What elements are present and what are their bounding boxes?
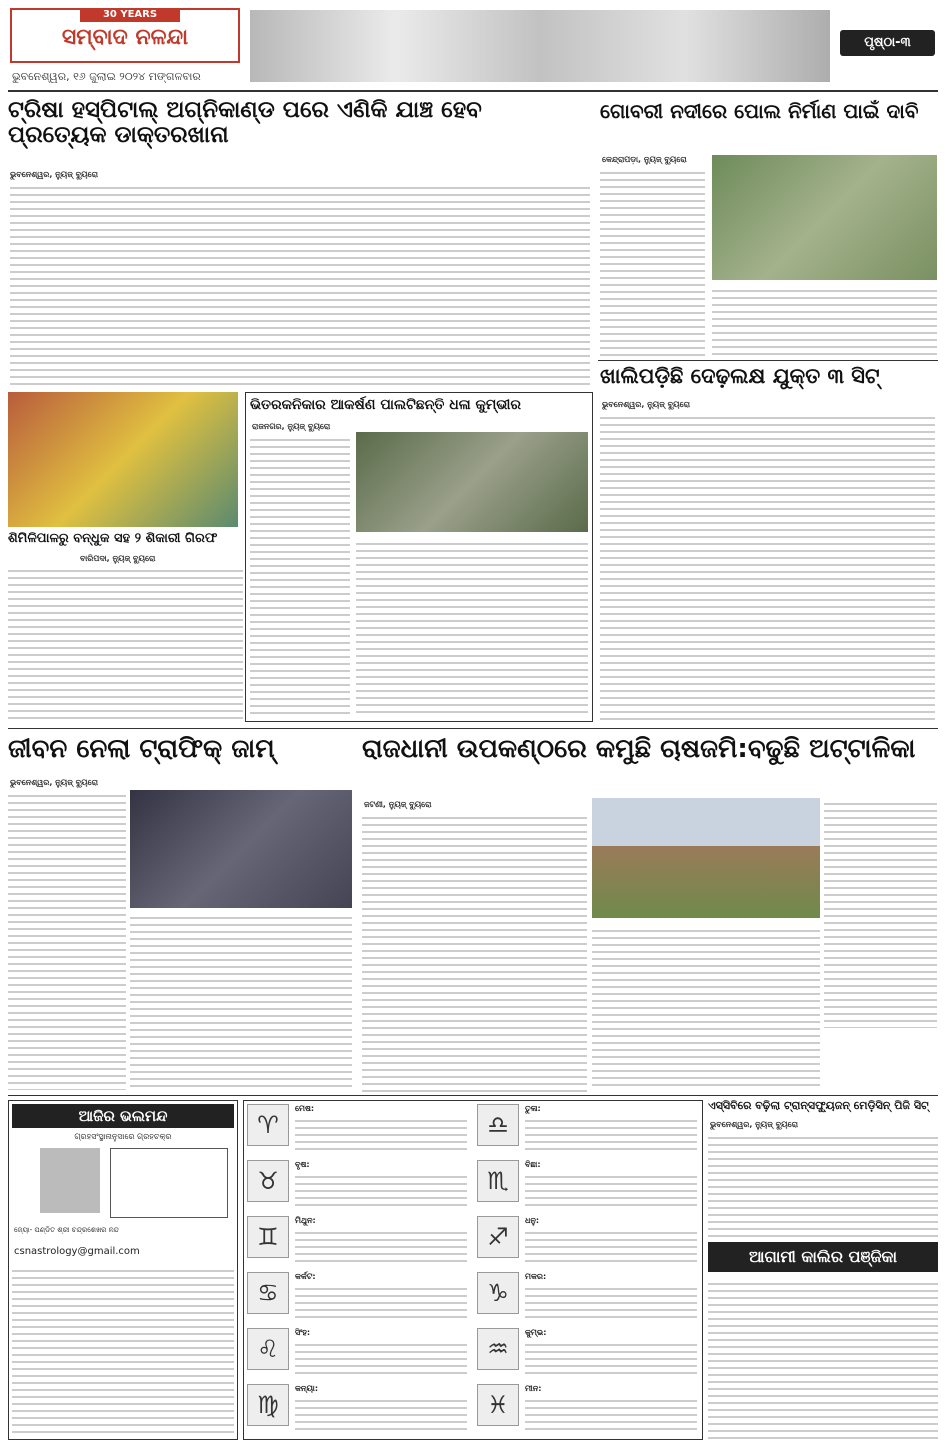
main-byline: ଭୁବନେଶ୍ୱର, ନ୍ୟୁଜ୍ ବ୍ୟୁରୋ <box>10 170 99 179</box>
zodiac-sign-icon: ♌ <box>247 1328 289 1370</box>
horoscope-title: ଆଜିର ଭଲମନ୍ଦ <box>12 1104 234 1128</box>
zodiac-sign-label: ମିଥୁନ: <box>295 1216 316 1225</box>
poacher-photo <box>8 392 238 527</box>
traffic-body-2 <box>130 912 352 1090</box>
zodiac-sign-icon: ♐ <box>477 1216 519 1258</box>
dateline: ଭୁବନେଶ୍ୱର, ୧୬ ଜୁଲାଇ ୨୦୨୪ ମଙ୍ଗଳବାର <box>12 70 201 83</box>
astrologer-photo <box>40 1148 100 1213</box>
zodiac-sign-text <box>525 1395 697 1435</box>
scb-body <box>708 1132 938 1237</box>
zodiac-sign-text <box>295 1339 467 1379</box>
zodiac-sign-label: ତୁଳା: <box>525 1104 541 1113</box>
croc-body <box>250 434 350 719</box>
land-photo <box>592 798 820 918</box>
zodiac-sign-text <box>295 1395 467 1435</box>
zodiac-sign-label: କନ୍ୟା: <box>295 1384 319 1393</box>
croc-byline: ରାଜନଗର, ନ୍ୟୁଜ୍ ବ୍ୟୁରୋ <box>252 422 331 431</box>
zodiac-sign-label: ମୀନ: <box>525 1384 542 1393</box>
panji-today-body <box>12 1265 234 1435</box>
bridge-byline: କେନ୍ଦ୍ରାପଡ଼ା, ନ୍ୟୁଜ୍ ବ୍ୟୁରୋ <box>602 155 687 164</box>
zodiac-sign-label: ବୃଷ: <box>295 1160 310 1169</box>
zodiac-sign-text <box>525 1115 697 1155</box>
croc-headline: ଭିତରକନିକାର ଆକର୍ଷଣ ପାଲଟିଛନ୍ତି ଧଳା କୁମ୍ଭୀର <box>250 397 521 413</box>
zodiac-sign-text <box>525 1171 697 1211</box>
zodiac-sign-text <box>525 1227 697 1267</box>
divider <box>8 90 938 92</box>
traffic-headline: ଜୀବନ ନେଲା ଟ୍ରାଫିକ୍ ଜାମ୍ <box>8 734 275 764</box>
years-badge: 30 YEARS <box>80 8 180 22</box>
main-headline: ଟ୍ରିଷା ହସ୍ପିଟାଲ୍ ଅଗ୍ନିକାଣ୍ଡ ପରେ ଏଣିକି ଯାଞ୍ଚ ହେବ ପ୍ରତ୍ୟେକ ଡାକ୍ତରଖାନା <box>8 97 482 149</box>
traffic-byline: ଭୁବନେଶ୍ୱର, ନ୍ୟୁଜ୍ ବ୍ୟୁରୋ <box>10 778 99 787</box>
zodiac-sign-label: ବିଛା: <box>525 1160 541 1169</box>
astrologer-email: csnastrology@gmail.com <box>14 1246 140 1257</box>
zodiac-sign-text <box>295 1283 467 1323</box>
horoscope-chart <box>110 1148 228 1218</box>
land-body-2 <box>592 925 820 1090</box>
zodiac-sign-text <box>295 1227 467 1267</box>
scb-headline: ଏସ୍‌ସିବିରେ ବଢ଼ିଲା ଟ୍ରାନ୍ସଫ୍ୟୁଜନ୍ ମେଡ଼ିସିନ୍ ପିଜି ସିଟ୍ <box>708 1099 929 1112</box>
seats-body <box>600 412 935 720</box>
astrologer-name: ଜ୍ୟୋ- ପଣ୍ଡିତ ଶ୍ରୀ ଚନ୍ଦ୍ରଶେଖର ନନ୍ଦ <box>14 1226 119 1234</box>
page-number: ପୃଷ୍ଠା-୩ <box>840 30 935 56</box>
zodiac-sign-icon: ♏ <box>477 1160 519 1202</box>
zodiac-sign-icon: ♉ <box>247 1160 289 1202</box>
land-byline: ଜଟଣୀ, ନ୍ୟୁଜ୍ ବ୍ୟୁରୋ <box>364 800 432 809</box>
croc-photo <box>356 432 588 532</box>
poacher-body <box>8 565 243 720</box>
bridge-body <box>600 167 705 357</box>
zodiac-sign-text <box>525 1339 697 1379</box>
zodiac-sign-icon: ♎ <box>477 1104 519 1146</box>
zodiac-sign-label: କର୍କଟ: <box>295 1272 316 1281</box>
bridge-photo <box>712 155 937 280</box>
zodiac-sign-label: କୁମ୍ଭ: <box>525 1328 547 1337</box>
logo-text: ସମ୍ବାଦ ନଳନ୍ଦା <box>61 25 189 50</box>
scb-byline: ଭୁବନେଶ୍ୱର, ନ୍ୟୁଜ୍ ବ୍ୟୁରୋ <box>710 1120 799 1129</box>
zodiac-sign-icon: ♈ <box>247 1104 289 1146</box>
zodiac-sign-text <box>525 1283 697 1323</box>
land-body <box>362 812 587 1092</box>
poacher-byline: ବାରିପଦା, ନ୍ୟୁଜ୍ ବ୍ୟୁରୋ <box>80 554 156 563</box>
land-body-3 <box>824 798 937 1028</box>
bridge-body-2 <box>712 285 937 357</box>
divider <box>8 728 938 729</box>
zodiac-sign-icon: ♊ <box>247 1216 289 1258</box>
zodiac-sign-icon: ♋ <box>247 1272 289 1314</box>
poacher-headline: ଶିମିଳିପାଳରୁ ବନ୍ଧୁକ ସହ ୨ ଶିକାରୀ ଗିରଫ <box>8 531 218 546</box>
land-headline: ରାଜଧାନୀ ଉପକଣ୍ଠରେ କମୁଛି ଚାଷଜମି:ବଢୁଛି ଅଟ୍ଟାଳିକା <box>362 734 916 764</box>
zodiac-sign-icon: ♑ <box>477 1272 519 1314</box>
divider <box>8 1095 938 1096</box>
panji-body <box>708 1278 938 1440</box>
zodiac-sign-icon: ♓ <box>477 1384 519 1426</box>
seats-headline: ଖାଲିପଡ଼ିଛି ଦେଢ଼ଲକ୍ଷ ଯୁକ୍ତ ୩ ସିଟ୍ <box>600 364 880 388</box>
traffic-body <box>8 790 126 1090</box>
divider <box>598 360 938 361</box>
bridge-headline: ଗୋବରୀ ନଦୀରେ ପୋଲ ନିର୍ମାଣ ପାଇଁ ଦାବି <box>600 99 919 123</box>
zodiac-sign-text <box>295 1115 467 1155</box>
zodiac-sign-label: ସିଂହ: <box>295 1328 311 1337</box>
masthead <box>0 0 945 92</box>
main-body <box>10 182 590 387</box>
zodiac-sign-icon: ♒ <box>477 1328 519 1370</box>
banner-image <box>250 10 830 82</box>
zodiac-sign-label: ଧନୁ: <box>525 1216 540 1225</box>
seats-byline: ଭୁବନେଶ୍ୱର, ନ୍ୟୁଜ୍ ବ୍ୟୁରୋ <box>602 400 691 409</box>
zodiac-sign-icon: ♍ <box>247 1384 289 1426</box>
traffic-photo <box>130 790 352 908</box>
zodiac-sign-text <box>295 1171 467 1211</box>
zodiac-sign-label: ମକର: <box>525 1272 547 1281</box>
panji-title: ଆଗାମୀ କାଲିର ପଞ୍ଜିକା <box>708 1242 938 1272</box>
zodiac-sign-label: ମେଷ: <box>295 1104 315 1113</box>
horoscope-subtitle: ଗ୍ରହସଂସ୍ଥାନାନୁସାରେ ଗ୍ରହଚକ୍ର <box>74 1132 172 1141</box>
croc-body-2 <box>356 538 588 718</box>
